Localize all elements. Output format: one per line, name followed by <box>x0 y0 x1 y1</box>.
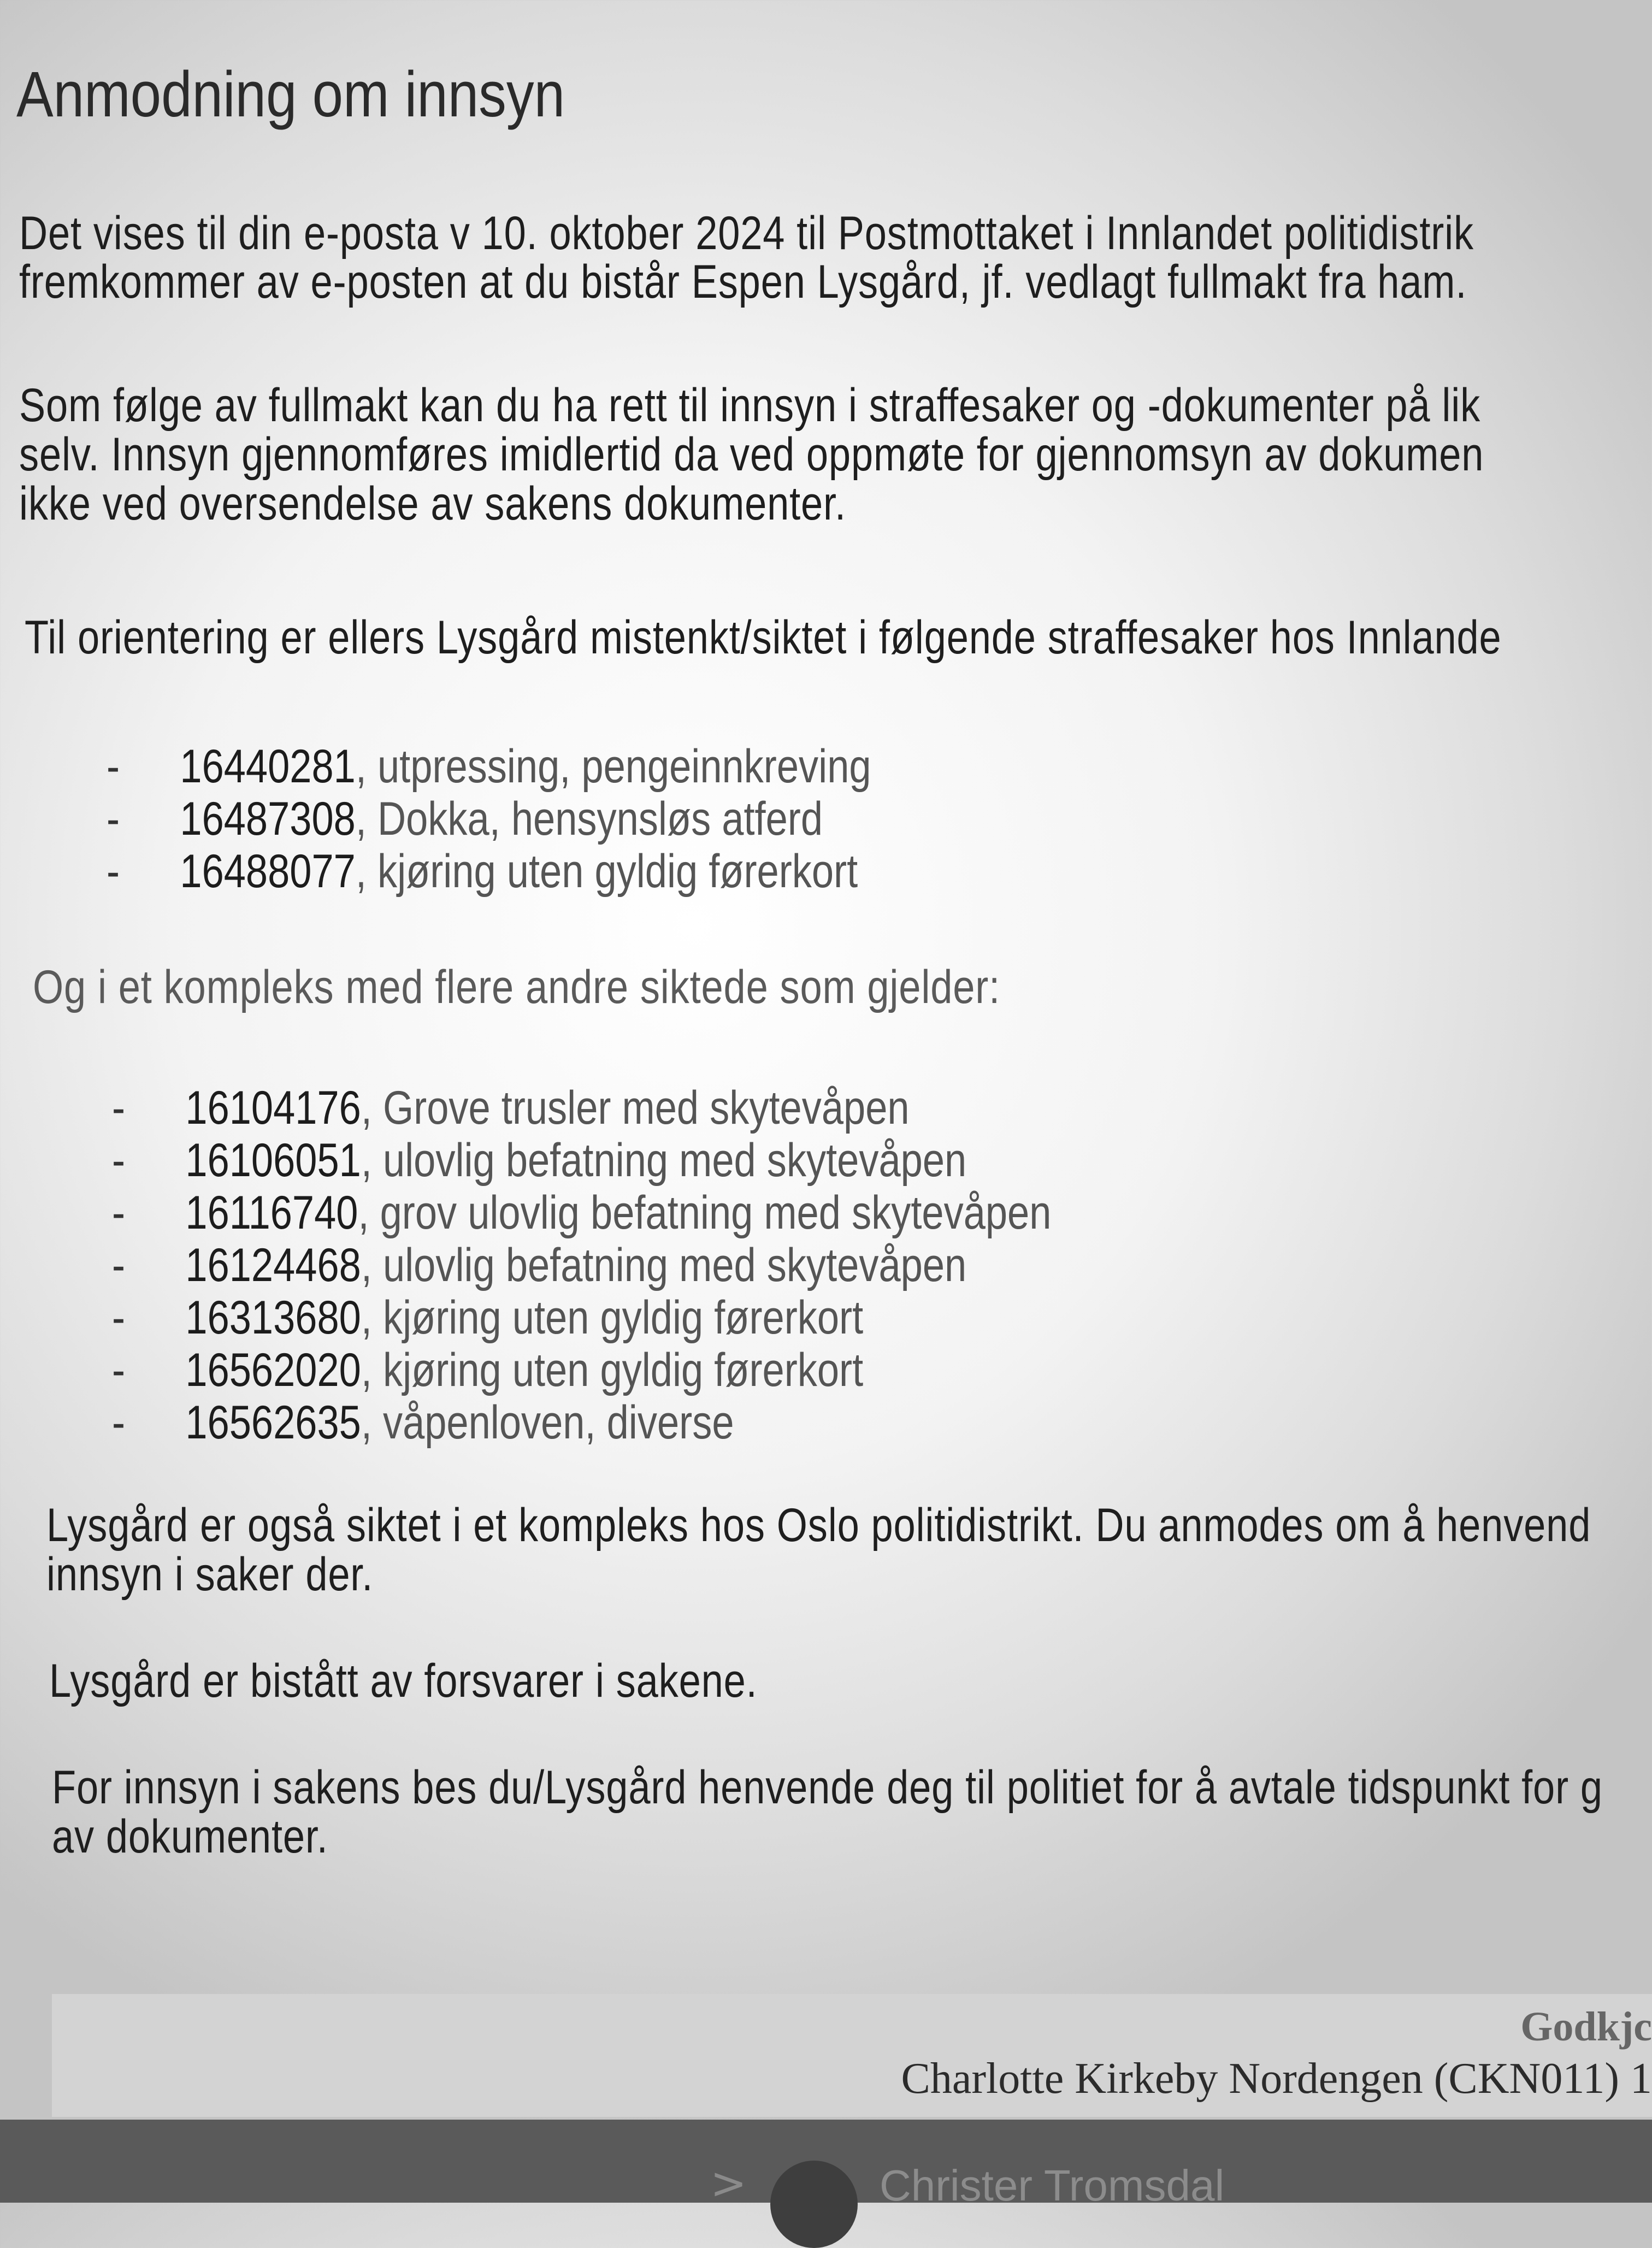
case-number: 16106051 <box>185 1134 361 1187</box>
approval-signature <box>901 2002 1652 2106</box>
paragraph-2-line-2: selv. Innsyn gjennomføres imidlertid da ved oppmøte for gjennomsyn av dokumen <box>19 432 1484 477</box>
case-number: 16440281 <box>180 740 355 793</box>
list-item <box>107 740 871 793</box>
avatar[interactable] <box>770 2161 858 2248</box>
list-dash: - <box>112 1134 185 1187</box>
sender-name[interactable]: Christer Tromsdal <box>880 2161 1224 2211</box>
list-dash: - <box>112 1239 185 1291</box>
paragraph-7-line-1: For innsyn i sakens bes du/Lysgård henvende deg til politiet for å avtale tidspunkt for g <box>52 1765 1603 1810</box>
list-item <box>112 1134 1051 1187</box>
paragraph-5-line-1: Lysgård er også siktet i et kompleks hos Oslo politidistrikt. Du anmodes om å henvend <box>46 1502 1591 1548</box>
case-description: , grov ulovlig befatning med skytevåpen <box>358 1187 1051 1239</box>
case-description: , kjøring uten gyldig førerkort <box>361 1344 863 1396</box>
case-number: 16562020 <box>185 1344 361 1396</box>
list-dash: - <box>107 845 180 898</box>
case-description: , ulovlig befatning med skytevåpen <box>361 1134 966 1187</box>
list-item <box>112 1396 1051 1449</box>
list-item <box>112 1187 1051 1239</box>
list-item <box>112 1291 1051 1344</box>
list-dash: - <box>107 793 180 845</box>
case-number: 16116740 <box>185 1187 358 1239</box>
list-dash: - <box>112 1396 185 1449</box>
approver-name: Charlotte Kirkeby Nordengen (CKN011) 1 <box>901 2051 1652 2106</box>
case-number: 16562635 <box>185 1396 361 1449</box>
list-dash: - <box>107 740 180 793</box>
case-description: , kjøring uten gyldig førerkort <box>361 1291 863 1344</box>
list-item <box>112 1344 1051 1396</box>
list-item <box>107 845 871 898</box>
paragraph-2-line-1: Som følge av fullmakt kan du ha rett til innsyn i straffesaker og -dokumenter på lik <box>19 382 1480 428</box>
paragraph-1-line-2: fremkommer av e-posten at du bistår Espen Lysgård, jf. vedlagt fullmakt fra ham. <box>19 259 1467 305</box>
case-description: , utpressing, pengeinnkreving <box>356 740 871 793</box>
case-description: , Grove trusler med skytevåpen <box>361 1082 910 1134</box>
list-dash: - <box>112 1291 185 1344</box>
paragraph-2-line-3: ikke ved oversendelse av sakens dokumenter. <box>19 481 846 527</box>
case-description: , kjøring uten gyldig førerkort <box>356 845 858 898</box>
list-item <box>112 1082 1051 1134</box>
paragraph-4: Og i et kompleks med flere andre siktede som gjelder: <box>33 964 1000 1010</box>
case-number: 16313680 <box>185 1291 361 1344</box>
paragraph-6: Lysgård er bistått av forsvarer i sakene. <box>49 1658 758 1704</box>
case-number: 16487308 <box>180 793 355 845</box>
paragraph-7-line-2: av dokumenter. <box>52 1814 328 1860</box>
list-dash: - <box>112 1187 185 1239</box>
approval-label: Godkjc <box>901 2002 1652 2051</box>
letter-title: Anmodning om innsyn <box>16 57 565 132</box>
case-list-complex <box>112 1082 1230 1449</box>
paragraph-1-line-1: Det vises til din e-posta v 10. oktober 2024 til Postmottaket i Innlandet politidistrik <box>19 210 1474 256</box>
list-dash: - <box>112 1082 185 1134</box>
case-description: , ulovlig befatning med skytevåpen <box>361 1239 966 1291</box>
case-list-primary <box>107 740 1017 898</box>
case-number: 16488077 <box>180 845 355 898</box>
case-description: , Dokka, hensynsløs atferd <box>356 793 823 845</box>
case-number: 16124468 <box>185 1239 361 1291</box>
case-number: 16104176 <box>185 1082 361 1134</box>
paragraph-5-line-2: innsyn i saker der. <box>46 1551 373 1597</box>
chevron-right-icon[interactable]: > <box>710 2158 747 2209</box>
paragraph-3: Til orientering er ellers Lysgård mistenkt/siktet i følgende straffesaker hos Innlande <box>25 615 1502 660</box>
list-item <box>107 793 871 845</box>
list-item <box>112 1239 1051 1291</box>
case-description: , våpenloven, diverse <box>361 1396 734 1449</box>
list-dash: - <box>112 1344 185 1396</box>
